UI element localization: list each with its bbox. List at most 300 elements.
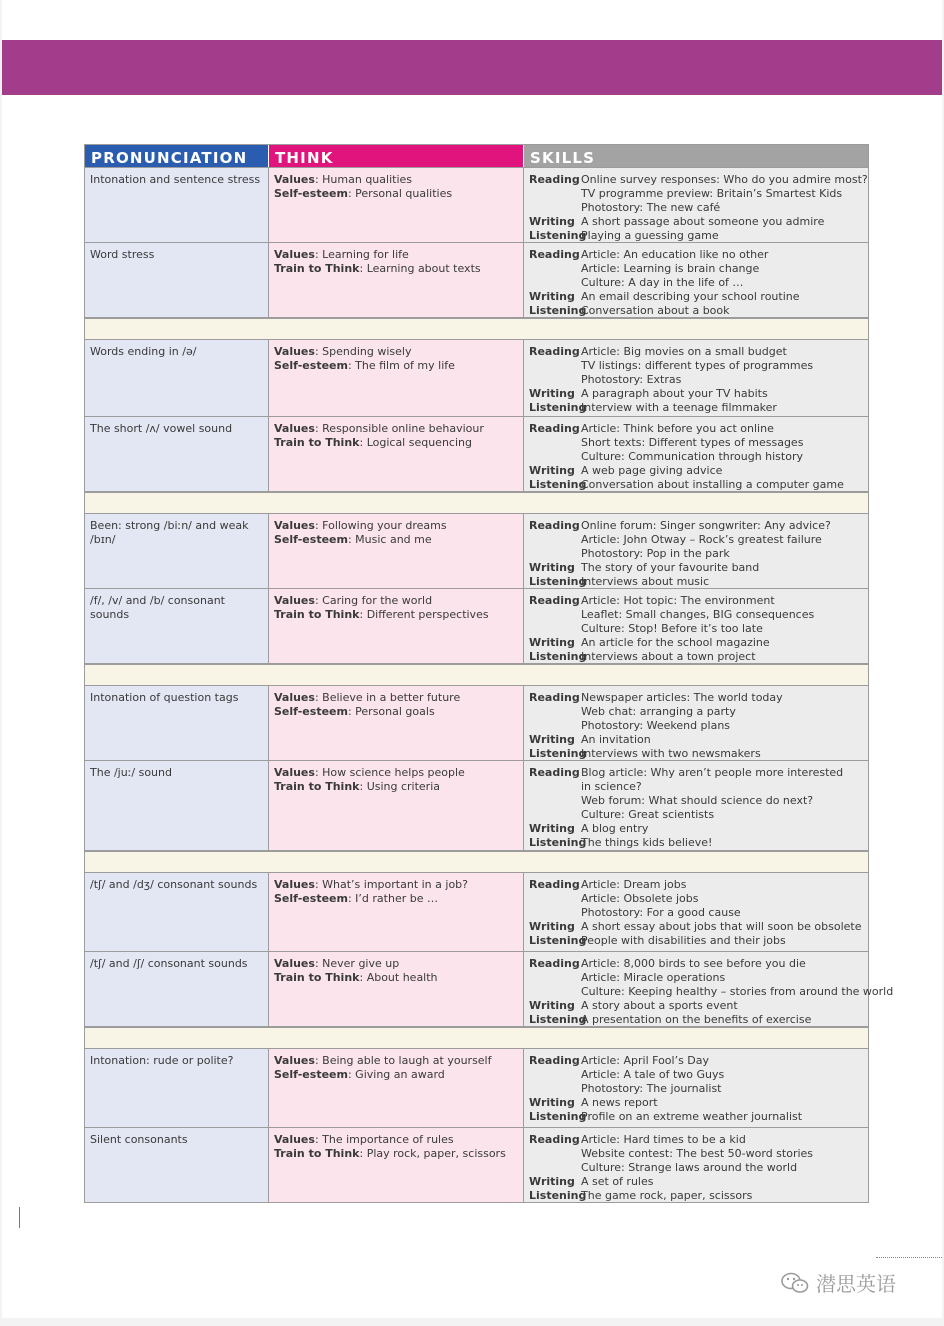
think-line: Train to Think: Play rock, paper, scissors (274, 1147, 506, 1160)
skill-label: Writing (529, 822, 575, 835)
think-label: Train to Think (274, 1147, 360, 1160)
table-header (84, 144, 869, 168)
skill-label: Reading (529, 1054, 580, 1067)
think-line: Self-esteem: Giving an award (274, 1068, 445, 1081)
table-row (84, 873, 869, 952)
think-header: THINK (268, 145, 523, 167)
skills-cell (523, 761, 868, 850)
skill-text: Photostory: The new café (581, 201, 721, 214)
table-row (84, 1128, 869, 1203)
skill-line (529, 808, 863, 822)
skill-line (529, 1161, 863, 1175)
skill-text: Article: Learning is brain change (581, 262, 760, 275)
think-line: Values: Being able to laugh at yourself (274, 1054, 492, 1067)
unit-separator (84, 1028, 869, 1048)
think-label: Train to Think (274, 780, 360, 793)
skill-line (529, 719, 863, 733)
skill-label: Writing (529, 920, 575, 933)
skill-label (529, 276, 581, 290)
think-label: Values (274, 691, 315, 704)
skill-text: Web forum: What should science do next? (581, 794, 814, 807)
table-row (84, 761, 869, 851)
skill-label: Reading (529, 1133, 580, 1146)
think-label: Values (274, 422, 315, 435)
table-row (84, 589, 869, 664)
think-line: Values: Caring for the world (274, 594, 433, 607)
skill-text: The things kids believe! (581, 836, 713, 849)
skill-text: An email describing your school routine (581, 290, 800, 303)
skill-text: A news report (581, 1096, 658, 1109)
skill-text: TV listings: different types of programmes (581, 359, 814, 372)
skill-line (529, 290, 863, 304)
skill-text: Interview with a teenage filmmaker (581, 401, 777, 414)
think-text: Music and me (355, 533, 432, 546)
think-text: Following your dreams (322, 519, 447, 532)
skill-label: Writing (529, 464, 575, 477)
skill-line (529, 1054, 863, 1068)
skill-label (529, 373, 581, 387)
think-line: Train to Think: Different perspectives (274, 608, 489, 621)
skill-line (529, 478, 863, 492)
skill-label (529, 187, 581, 201)
skill-label (529, 1147, 581, 1161)
think-label: Train to Think (274, 608, 360, 621)
skill-label (529, 608, 581, 622)
skill-label (529, 436, 581, 450)
think-line: Train to Think: About health (274, 971, 438, 984)
table-row (84, 243, 869, 318)
skill-text: Article: April Fool’s Day (581, 1054, 710, 1067)
units-body (84, 168, 894, 1203)
skill-text: A short essay about jobs that will soon be obsolete (581, 920, 862, 933)
think-label: Values (274, 1054, 315, 1067)
think-label: Values (274, 1133, 315, 1146)
skill-text: Culture: Communication through history (581, 450, 803, 463)
skill-label (529, 808, 581, 822)
skill-text: Article: An education like no other (581, 248, 769, 261)
skill-line (529, 422, 863, 436)
watermark (780, 1268, 896, 1297)
skill-label: Writing (529, 1096, 575, 1109)
skill-line (529, 608, 863, 622)
skill-line (529, 733, 863, 747)
think-text: Believe in a better future (322, 691, 461, 704)
skill-line (529, 705, 863, 719)
skill-text: Article: Hot topic: The environment (581, 594, 775, 607)
table-row (84, 1049, 869, 1128)
skill-label (529, 892, 581, 906)
skill-text: TV programme preview: Britain’s Smartest Kids (581, 187, 843, 200)
pronunciation-cell: The short /ʌ/ vowel sound (85, 417, 268, 491)
think-label: Values (274, 766, 315, 779)
think-line: Train to Think: Learning about texts (274, 262, 481, 275)
think-text: Responsible online behaviour (322, 422, 484, 435)
table-row (84, 168, 869, 243)
think-label: Self-esteem (274, 892, 348, 905)
skill-label: Listening (529, 478, 587, 491)
skill-text: Interviews with two newsmakers (581, 747, 761, 760)
think-cell (268, 340, 523, 416)
skill-line (529, 691, 863, 705)
think-cell (268, 761, 523, 850)
skill-label: Reading (529, 173, 580, 186)
skill-text: Online forum: Singer songwriter: Any advice? (581, 519, 831, 532)
skill-line (529, 1096, 863, 1110)
think-line: Self-esteem: The film of my life (274, 359, 455, 372)
skill-label (529, 1068, 581, 1082)
think-label: Values (274, 519, 315, 532)
skill-text: Conversation about installing a computer game (581, 478, 844, 491)
think-cell (268, 514, 523, 588)
skills-cell (523, 514, 868, 588)
skill-label (529, 985, 581, 999)
skill-label: Listening (529, 934, 587, 947)
skill-line (529, 464, 863, 478)
skill-line (529, 561, 863, 575)
skills-cell (523, 243, 868, 317)
skill-line (529, 345, 863, 359)
skill-text: A story about a sports event (581, 999, 738, 1012)
skill-text: Article: Hard times to be a kid (581, 1133, 746, 1146)
think-cell (268, 243, 523, 317)
skill-line (529, 794, 863, 808)
think-text: Giving an award (355, 1068, 445, 1081)
think-line: Values: Never give up (274, 957, 400, 970)
think-label: Values (274, 594, 315, 607)
table-row (84, 340, 869, 417)
think-text: Learning for life (322, 248, 409, 261)
skill-label: Listening (529, 1189, 587, 1202)
think-text: Human qualities (322, 173, 412, 186)
margin-mark (19, 1207, 20, 1228)
think-cell (268, 417, 523, 491)
skills-cell (523, 873, 868, 951)
skill-label (529, 262, 581, 276)
skill-line (529, 906, 863, 920)
contents-table (84, 144, 894, 1203)
pronunciation-cell: /f/, /v/ and /b/ consonant sounds (85, 589, 268, 663)
skill-label: Writing (529, 387, 575, 400)
skill-line (529, 957, 863, 971)
think-line: Train to Think: Logical sequencing (274, 436, 472, 449)
skill-label (529, 547, 581, 561)
skill-label: Listening (529, 1110, 587, 1123)
think-text: The film of my life (355, 359, 455, 372)
skill-label: Listening (529, 836, 587, 849)
skill-line (529, 401, 863, 415)
skill-line (529, 262, 863, 276)
skill-line (529, 276, 863, 290)
think-line: Values: Believe in a better future (274, 691, 461, 704)
think-label: Self-esteem (274, 533, 348, 546)
pronunciation-cell: /tʃ/ and /ʃ/ consonant sounds (85, 952, 268, 1026)
think-line: Self-esteem: Personal qualities (274, 187, 453, 200)
skill-text: Interviews about music (581, 575, 710, 588)
skills-cell (523, 417, 868, 491)
think-label: Values (274, 957, 315, 970)
skill-label: Listening (529, 747, 587, 760)
skill-label: Reading (529, 957, 580, 970)
unit-separator (84, 665, 869, 685)
think-text: I’d rather be … (355, 892, 438, 905)
skill-label (529, 1161, 581, 1175)
skill-text: Profile on an extreme weather journalist (581, 1110, 803, 1123)
skill-line (529, 892, 863, 906)
skill-line (529, 304, 863, 318)
skill-label: Reading (529, 248, 580, 261)
skill-line (529, 575, 863, 589)
think-label: Train to Think (274, 971, 360, 984)
skill-line (529, 594, 863, 608)
think-label: Values (274, 173, 315, 186)
skill-label (529, 450, 581, 464)
skill-text: Culture: Stop! Before it’s too late (581, 622, 763, 635)
think-label: Self-esteem (274, 705, 348, 718)
think-cell (268, 686, 523, 760)
skill-text: in science? (581, 780, 642, 793)
skill-line (529, 985, 894, 999)
skill-label: Writing (529, 561, 575, 574)
think-line: Self-esteem: Music and me (274, 533, 432, 546)
skill-label: Writing (529, 1175, 575, 1188)
skill-label: Reading (529, 345, 580, 358)
skill-text: Blog article: Why aren’t people more interested (581, 766, 844, 779)
skill-line (529, 747, 863, 761)
skill-text: Web chat: arranging a party (581, 705, 736, 718)
think-label: Train to Think (274, 436, 360, 449)
skills-cell (523, 168, 868, 242)
skill-text: Newspaper articles: The world today (581, 691, 783, 704)
skills-cell (523, 589, 868, 663)
think-text: How science helps people (322, 766, 465, 779)
skill-text: Online survey responses: Who do you admire most? (581, 173, 868, 186)
think-line: Values: Responsible online behaviour (274, 422, 484, 435)
pronunciation-cell: Intonation of question tags (85, 686, 268, 760)
think-text: Being able to laugh at yourself (322, 1054, 492, 1067)
skill-text: Conversation about a book (581, 304, 730, 317)
skills-cell (523, 1049, 868, 1127)
skill-label: Listening (529, 401, 587, 414)
skill-text: Playing a guessing game (581, 229, 719, 242)
skill-line (529, 1082, 863, 1096)
watermark-text: 潜思英语 (816, 1272, 896, 1296)
think-cell (268, 873, 523, 951)
skill-label: Writing (529, 999, 575, 1012)
skill-label: Writing (529, 636, 575, 649)
skill-label (529, 705, 581, 719)
think-cell (268, 589, 523, 663)
skill-line (529, 248, 863, 262)
skill-line (529, 373, 863, 387)
think-line: Values: What’s important in a job? (274, 878, 468, 891)
skill-line (529, 780, 863, 794)
skill-text: Article: Dream jobs (581, 878, 687, 891)
unit-separator (84, 852, 869, 872)
skill-text: Leaflet: Small changes, BIG consequences (581, 608, 815, 621)
skill-label: Reading (529, 878, 580, 891)
skill-line (529, 650, 863, 664)
think-text: Personal qualities (355, 187, 453, 200)
think-cell (268, 1049, 523, 1127)
think-text: About health (366, 971, 438, 984)
skill-line (529, 934, 863, 948)
skill-text: People with disabilities and their jobs (581, 934, 786, 947)
skill-line (529, 636, 863, 650)
skill-text: A presentation on the benefits of exercise (581, 1013, 812, 1026)
skill-text: Article: A tale of two Guys (581, 1068, 725, 1081)
skill-text: The story of your favourite band (581, 561, 760, 574)
pronunciation-cell: Word stress (85, 243, 268, 317)
skill-text: Photostory: Extras (581, 373, 682, 386)
think-label: Self-esteem (274, 187, 348, 200)
think-label: Values (274, 345, 315, 358)
skill-line (529, 1110, 863, 1124)
think-text: Spending wisely (322, 345, 412, 358)
skill-line (529, 215, 863, 229)
table-row (84, 514, 869, 589)
skills-cell (523, 952, 894, 1026)
skill-label: Reading (529, 519, 580, 532)
skill-line (529, 387, 863, 401)
pronunciation-cell: Been: strong /biːn/ and weak /bɪn/ (85, 514, 268, 588)
think-text: Different perspectives (366, 608, 489, 621)
think-line: Values: How science helps people (274, 766, 465, 779)
skill-label (529, 971, 581, 985)
skill-text: Culture: Strange laws around the world (581, 1161, 798, 1174)
think-line: Train to Think: Using criteria (274, 780, 441, 793)
skill-line (529, 999, 863, 1013)
skill-text: Article: Obsolete jobs (581, 892, 699, 905)
skill-label: Listening (529, 575, 587, 588)
skill-line (529, 622, 863, 636)
skill-line (529, 229, 863, 243)
think-text: Logical sequencing (366, 436, 472, 449)
skill-text: A web page giving advice (581, 464, 723, 477)
wechat-icon (780, 1271, 810, 1295)
think-text: Caring for the world (322, 594, 433, 607)
table-row (84, 417, 869, 492)
skill-text: A blog entry (581, 822, 649, 835)
skill-text: The game rock, paper, scissors (581, 1189, 753, 1202)
skill-text: Photostory: The journalist (581, 1082, 722, 1095)
skill-label (529, 1082, 581, 1096)
skill-line (529, 1147, 863, 1161)
skill-line (529, 533, 863, 547)
skill-line (529, 450, 863, 464)
skill-label: Writing (529, 215, 575, 228)
think-label: Self-esteem (274, 359, 348, 372)
skill-label (529, 622, 581, 636)
skill-label: Listening (529, 1013, 587, 1026)
think-text: Learning about texts (366, 262, 481, 275)
think-label: Self-esteem (274, 1068, 348, 1081)
skill-line (529, 1013, 863, 1027)
pronunciation-header: PRONUNCIATION (85, 145, 268, 167)
skill-text: Photostory: Pop in the park (581, 547, 730, 560)
think-line: Self-esteem: Personal goals (274, 705, 435, 718)
think-text: Never give up (322, 957, 400, 970)
skill-line (529, 1189, 863, 1203)
pronunciation-cell: Silent consonants (85, 1128, 268, 1202)
skill-text: Article: Miracle operations (581, 971, 726, 984)
skill-label (529, 359, 581, 373)
pronunciation-cell: The /juː/ sound (85, 761, 268, 850)
think-label: Values (274, 248, 315, 261)
skill-line (529, 766, 863, 780)
think-text: Personal goals (355, 705, 435, 718)
skills-cell (523, 686, 868, 760)
skill-label (529, 906, 581, 920)
skill-label (529, 794, 581, 808)
pronunciation-cell: Intonation and sentence stress (85, 168, 268, 242)
skill-text: A set of rules (581, 1175, 654, 1188)
skill-label (529, 201, 581, 215)
think-text: Play rock, paper, scissors (366, 1147, 506, 1160)
skill-line (529, 920, 863, 934)
skill-line (529, 1133, 863, 1147)
skills-cell (523, 1128, 868, 1202)
think-line: Values: The importance of rules (274, 1133, 454, 1146)
think-text: Using criteria (366, 780, 441, 793)
think-cell (268, 168, 523, 242)
think-label: Values (274, 878, 315, 891)
skill-text: Website contest: The best 50-word stories (581, 1147, 814, 1160)
think-line: Values: Learning for life (274, 248, 409, 261)
skill-line (529, 878, 863, 892)
dotted-rule (876, 1257, 942, 1258)
unit-separator (84, 319, 869, 339)
skill-text: Culture: Great scientists (581, 808, 715, 821)
skill-text: Photostory: For a good cause (581, 906, 741, 919)
think-line: Self-esteem: I’d rather be … (274, 892, 438, 905)
skill-text: Article: Big movies on a small budget (581, 345, 787, 358)
think-cell (268, 952, 523, 1026)
skill-label: Writing (529, 733, 575, 746)
think-label: Train to Think (274, 262, 360, 275)
skill-text: An article for the school magazine (581, 636, 770, 649)
skill-label: Writing (529, 290, 575, 303)
skill-line (529, 359, 863, 373)
skill-label (529, 780, 581, 794)
skill-line (529, 1175, 863, 1189)
skill-label (529, 533, 581, 547)
table-row (84, 686, 869, 761)
skill-label: Reading (529, 766, 580, 779)
skill-label: Reading (529, 422, 580, 435)
skill-text: Short texts: Different types of messages (581, 436, 804, 449)
skill-label: Listening (529, 229, 587, 242)
skill-label: Listening (529, 650, 587, 663)
pronunciation-cell: /tʃ/ and /dʒ/ consonant sounds (85, 873, 268, 951)
think-line: Values: Spending wisely (274, 345, 412, 358)
skill-line (529, 187, 863, 201)
skill-line (529, 836, 863, 850)
skill-text: Photostory: Weekend plans (581, 719, 731, 732)
think-text: The importance of rules (322, 1133, 454, 1146)
skill-line (529, 201, 863, 215)
skill-line (529, 971, 863, 985)
skill-line (529, 519, 863, 533)
think-cell (268, 1128, 523, 1202)
think-line: Values: Human qualities (274, 173, 412, 186)
skill-text: Culture: A day in the life of … (581, 276, 744, 289)
skills-cell (523, 340, 868, 416)
skill-text: A paragraph about your TV habits (581, 387, 768, 400)
skill-text: Article: 8,000 birds to see before you die (581, 957, 806, 970)
skill-text: A short passage about someone you admire (581, 215, 825, 228)
think-line: Values: Following your dreams (274, 519, 447, 532)
skill-line (529, 436, 863, 450)
